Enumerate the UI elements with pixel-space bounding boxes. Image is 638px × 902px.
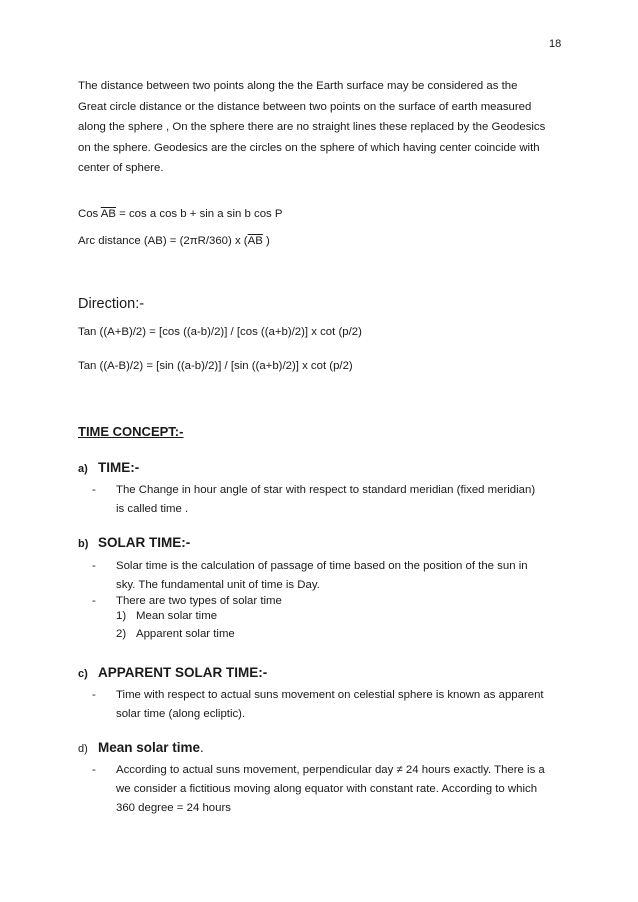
cosine-formula bbox=[78, 208, 283, 220]
item-number: 1) bbox=[116, 610, 127, 622]
page-number: 18 bbox=[549, 38, 562, 50]
cosine-rest: = cos a cos b + sin a sin b cos P bbox=[116, 208, 283, 220]
section-title: APPARENT SOLAR TIME:- bbox=[98, 665, 268, 680]
section-title-period: . bbox=[200, 740, 204, 755]
item-number: 2) bbox=[116, 628, 127, 640]
section-letter: b) bbox=[78, 538, 89, 550]
arc-ab-overlined: $\overline{AB}$ bbox=[100, 208, 116, 220]
intro-paragraph bbox=[78, 76, 568, 179]
section-a-heading bbox=[78, 460, 139, 475]
section-b-heading bbox=[78, 535, 190, 550]
dash-bullet: - bbox=[92, 764, 96, 776]
dash-bullet: - bbox=[92, 560, 96, 572]
bullet-text: sky. The fundamental unit of time is Day. bbox=[116, 579, 320, 591]
intro-line: along the sphere , On the sphere there are no straight lines these replaced by the Geodesics bbox=[78, 121, 546, 133]
section-letter: d) bbox=[78, 743, 88, 755]
bullet-text: Solar time is the calculation of passage of time based on the position of the sun in bbox=[116, 560, 528, 572]
bullet-text: Time with respect to actual suns movement on celestial sphere is known as apparent bbox=[116, 689, 544, 701]
time-concept-heading: TIME CONCEPT:- bbox=[78, 424, 184, 439]
bullet-text: There are two types of solar time bbox=[116, 595, 282, 607]
bullet-item bbox=[92, 761, 562, 818]
direction-heading: Direction:- bbox=[78, 296, 145, 312]
section-title: TIME:- bbox=[98, 460, 140, 475]
direction-formula-1: Tan ((A+B)/2) = [cos ((a-b)/2)] / [cos ((a+b)/2)] x cot (p/2) bbox=[78, 326, 362, 338]
bullet-item bbox=[92, 557, 562, 595]
bullet-text: is called time . bbox=[116, 503, 189, 515]
bullet-text: we consider a fictitious moving along equator with constant rate. According to which bbox=[116, 783, 538, 795]
item-text: Mean solar time bbox=[136, 610, 218, 622]
intro-line: The distance between two points along the the Earth surface may be considered as the bbox=[78, 80, 518, 92]
arc-distance-formula bbox=[78, 235, 270, 247]
arc-ab-overlined: $\overline{AB}$ bbox=[247, 235, 263, 247]
dash-bullet: - bbox=[92, 595, 96, 607]
section-title: Mean solar time bbox=[98, 740, 201, 755]
arc-prefix: Arc distance (AB) = (2πR/360) x ( bbox=[78, 235, 248, 247]
intro-line: on the sphere. Geodesics are the circles on the sphere of which having center coincide with bbox=[78, 141, 540, 154]
bullet-text: According to actual suns movement, perpendicular day ≠ 24 hours exactly. There is a bbox=[116, 764, 545, 776]
cosine-prefix: Cos bbox=[78, 208, 101, 220]
intro-line: Great circle distance or the distance between two points on the surface of earth measured bbox=[78, 100, 532, 113]
numbered-item bbox=[116, 610, 217, 622]
bullet-text: solar time (along ecliptic). bbox=[116, 708, 246, 720]
bullet-item bbox=[92, 481, 562, 519]
bullet-item bbox=[92, 592, 562, 611]
direction-formula-2: Tan ((A-B)/2) = [sin ((a-b)/2)] / [sin ((a+b)/2)] x cot (p/2) bbox=[78, 360, 353, 372]
intro-line: center of sphere. bbox=[78, 162, 164, 174]
bullet-text: The Change in hour angle of star with respect to standard meridian (fixed meridian) bbox=[116, 484, 536, 496]
item-text: Apparent solar time bbox=[136, 628, 235, 640]
section-c-heading bbox=[78, 665, 267, 680]
section-d-heading bbox=[78, 740, 204, 755]
bullet-item bbox=[92, 686, 562, 724]
bullet-text: 360 degree = 24 hours bbox=[116, 802, 231, 814]
dash-bullet: - bbox=[92, 689, 96, 701]
section-letter: c) bbox=[78, 668, 88, 680]
dash-bullet: - bbox=[92, 484, 96, 496]
numbered-item bbox=[116, 628, 235, 640]
section-title: SOLAR TIME:- bbox=[98, 535, 191, 550]
arc-suffix: ) bbox=[262, 235, 270, 247]
section-letter: a) bbox=[78, 463, 88, 475]
